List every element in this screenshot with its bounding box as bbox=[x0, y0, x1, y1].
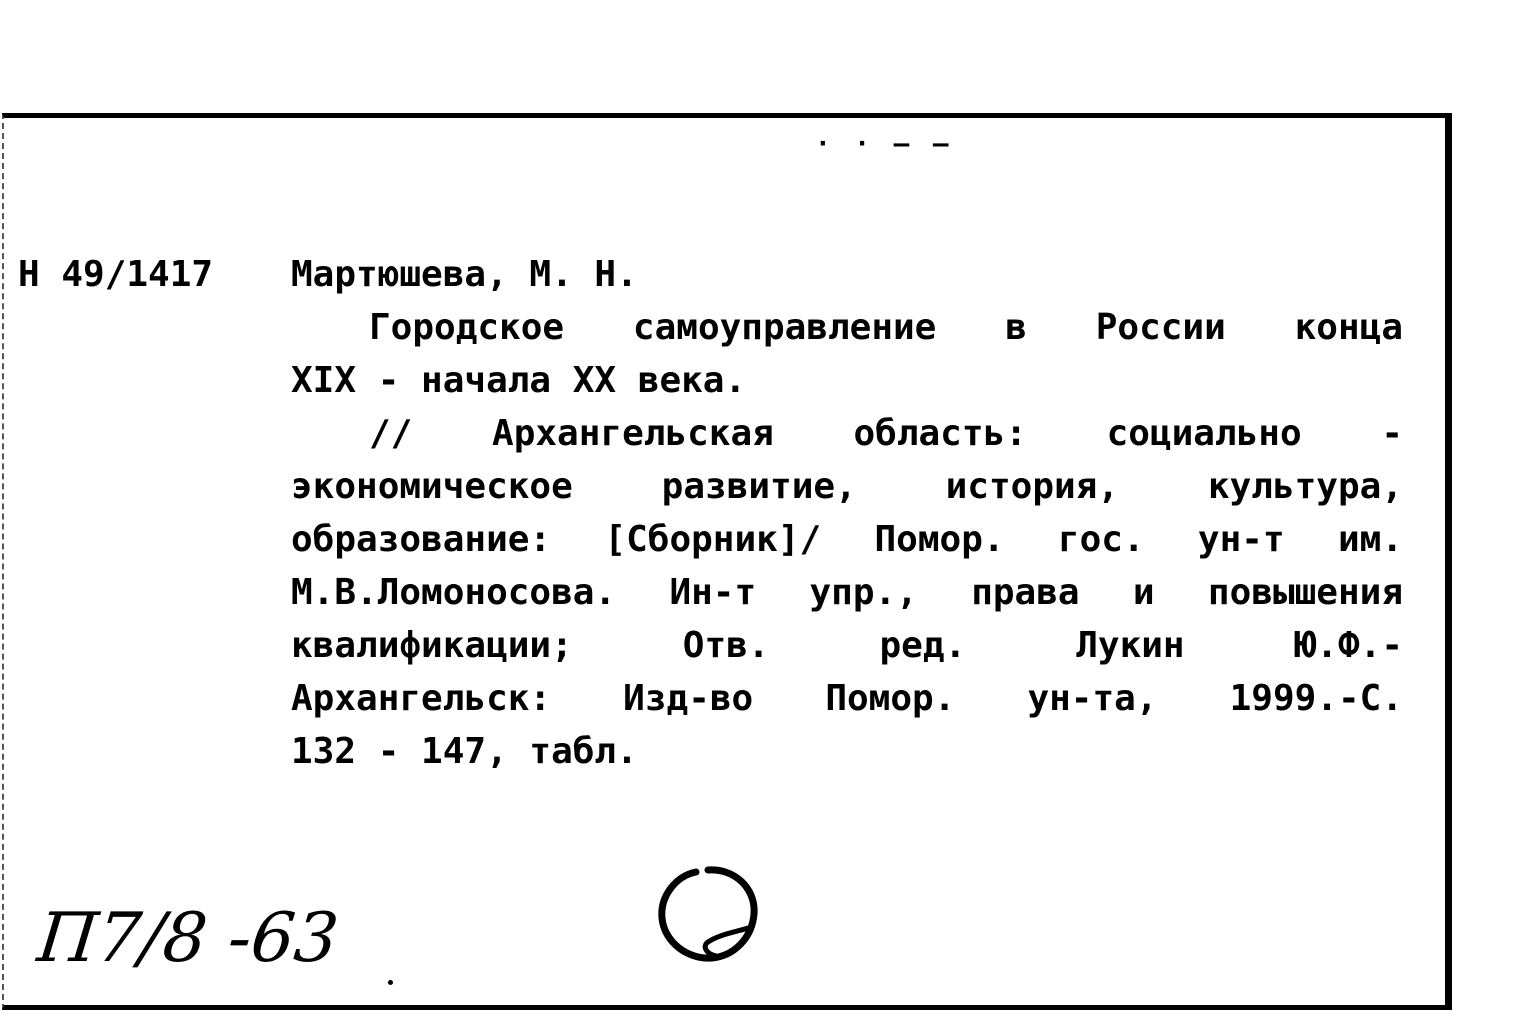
source-line-2: экономическое развитие, история, культура, bbox=[291, 466, 1403, 507]
shelfmark: Н 49/1417 bbox=[18, 254, 214, 295]
title-line-1: Городское самоуправление в России конца bbox=[369, 307, 1403, 348]
ink-dot bbox=[388, 980, 393, 985]
source-line-7: 132 - 147, табл. bbox=[291, 731, 638, 772]
card-top-marks: · · — — bbox=[815, 129, 953, 159]
card-hole-icon bbox=[656, 862, 760, 966]
author-line: Мартюшева, М. Н. bbox=[291, 254, 638, 295]
handwritten-note: П7/8 -63 bbox=[33, 899, 343, 978]
source-line-6: Архангельск: Изд-во Помор. ун-та, 1999.-С. bbox=[291, 678, 1403, 719]
title-line-2: XIX - начала XX века. bbox=[291, 360, 747, 401]
bibliographic-entry bbox=[291, 248, 1403, 778]
source-line-3: образование: [Сборник]/ Помор. гос. ун-т им. bbox=[291, 519, 1403, 560]
source-line-1: // Архангельская область: социально - bbox=[369, 413, 1403, 454]
source-line-5: квалификации; Отв. ред. Лукин Ю.Ф.- bbox=[291, 625, 1403, 666]
source-line-4: М.В.Ломоносова. Ин-т упр., права и повышения bbox=[291, 572, 1403, 613]
